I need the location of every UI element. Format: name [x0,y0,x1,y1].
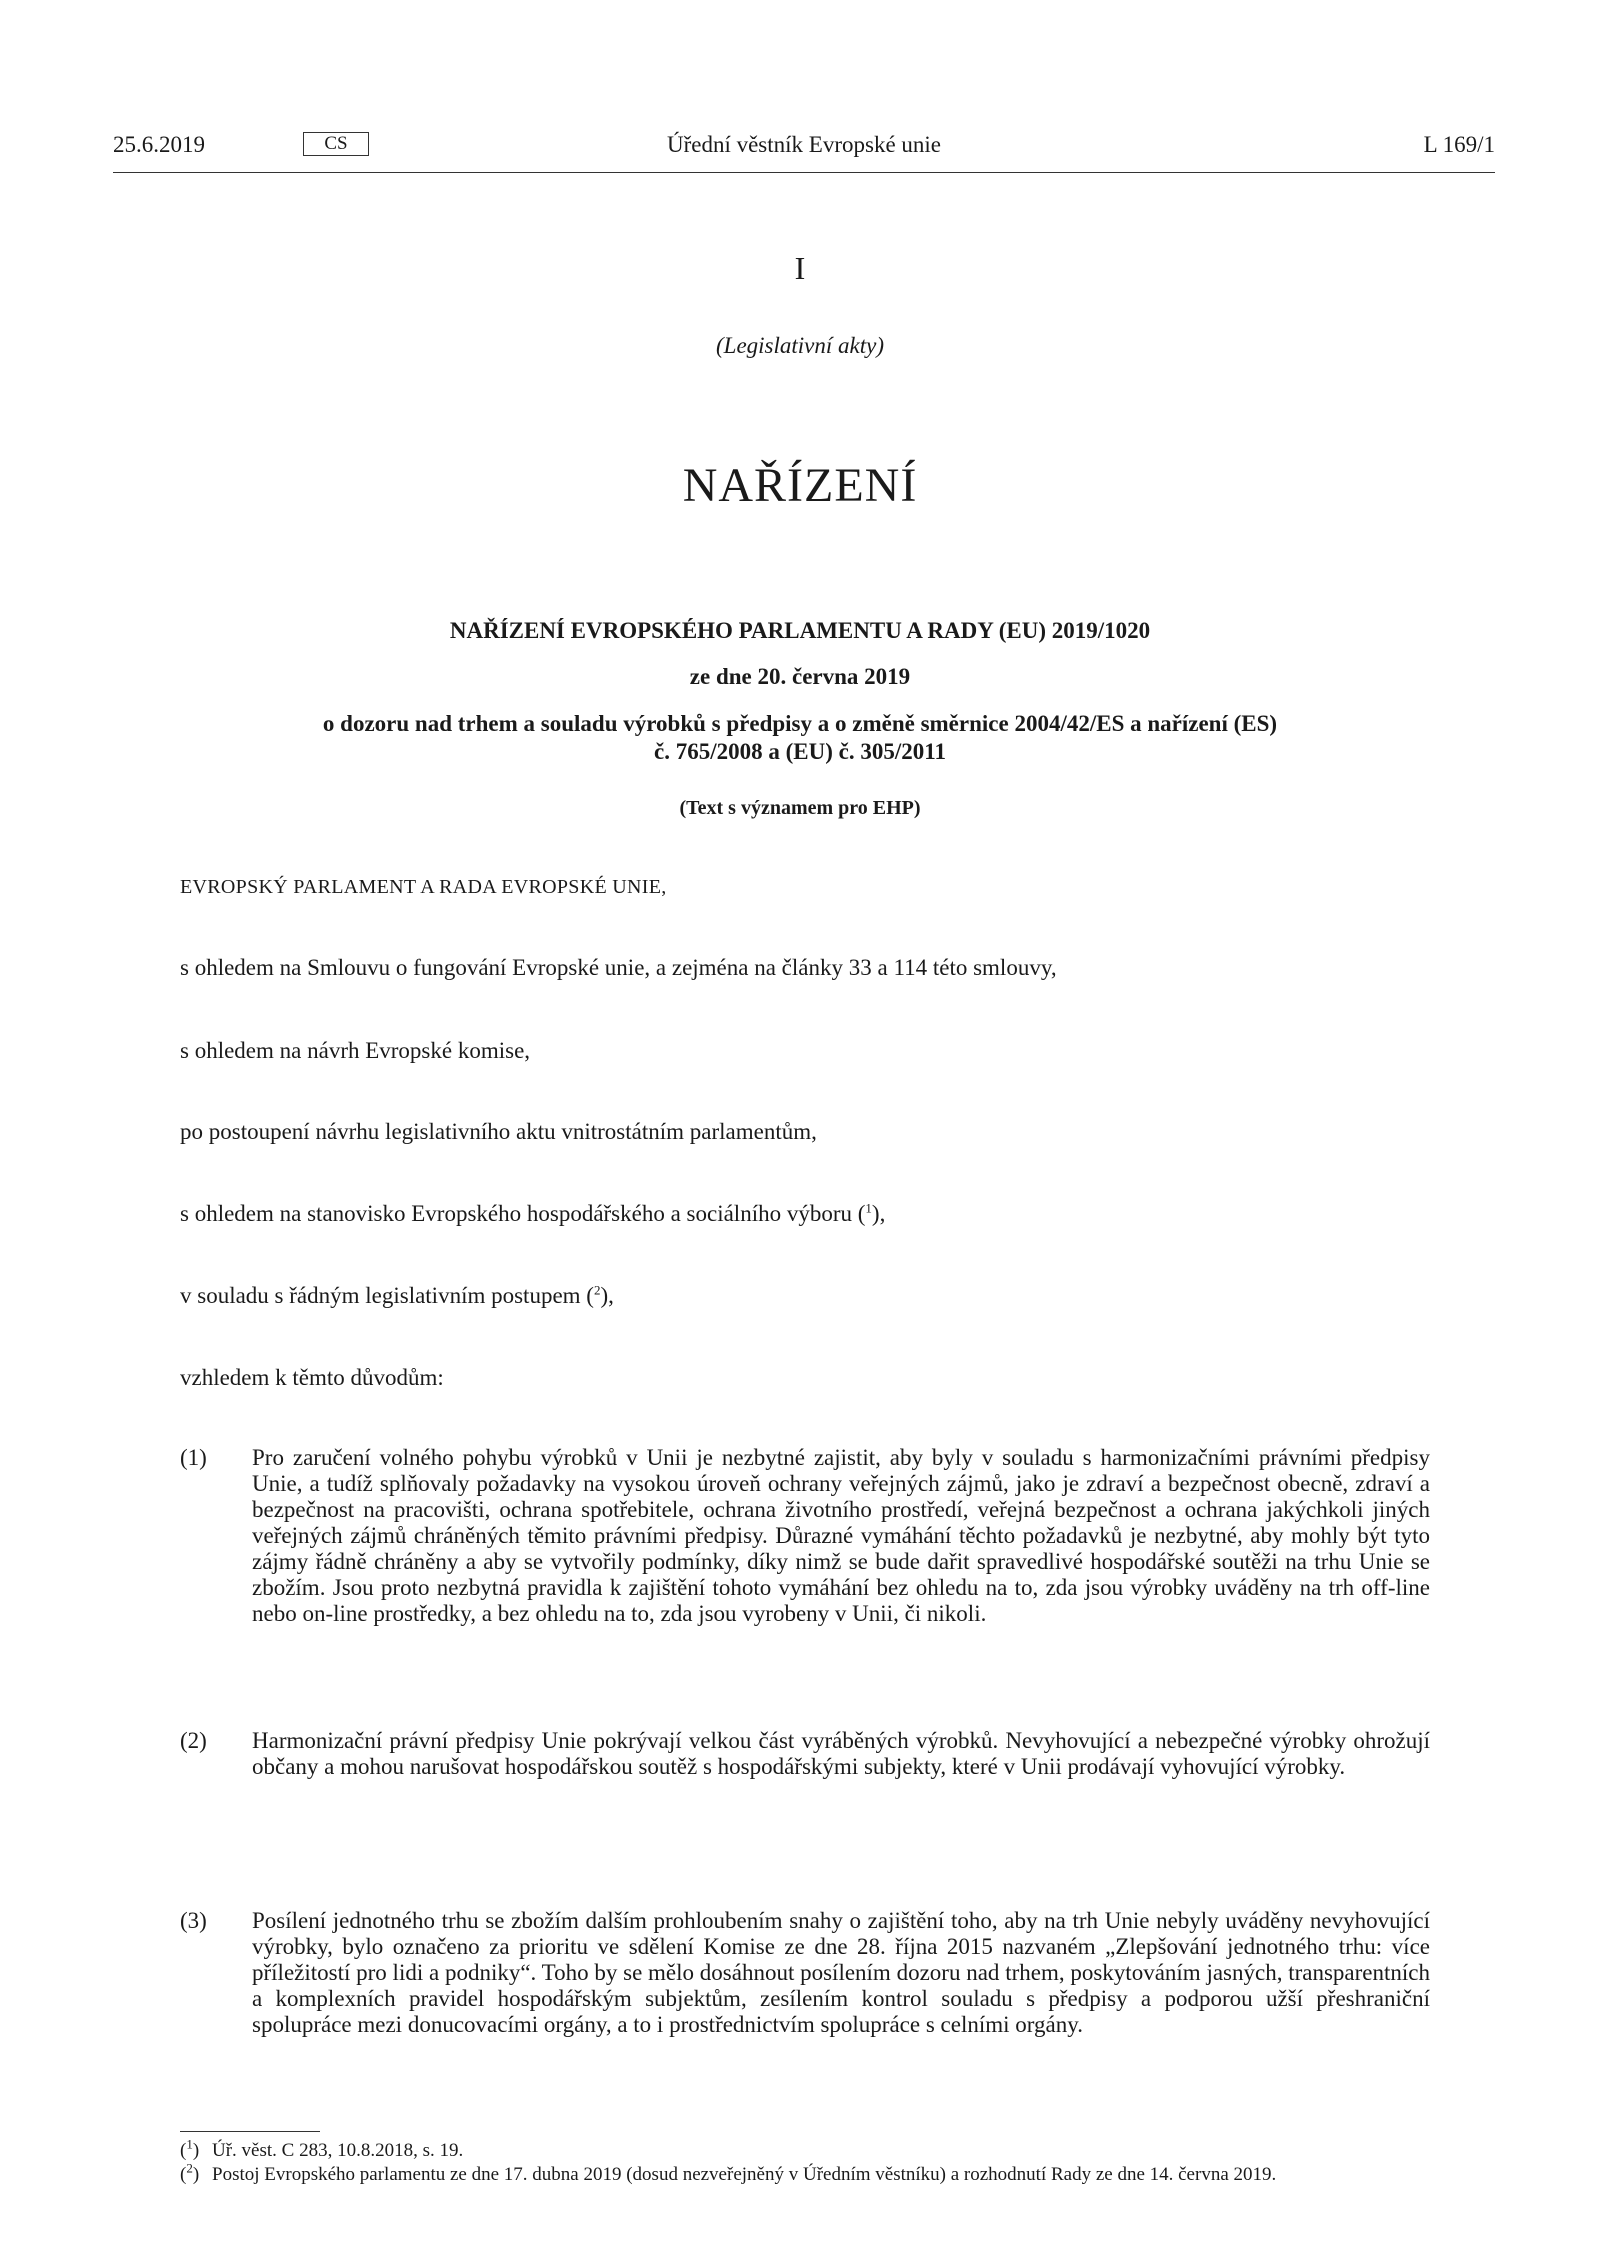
regulation-subject [0,710,1600,766]
section-category: (Legislativní akty) [716,333,884,358]
recitals-intro: vzhledem k těmto důvodům: [180,1365,444,1390]
section-numeral: I [794,250,806,286]
regulation-date: ze dne 20. června 2019 [689,664,911,689]
footnote-text: Úř. věst. C 283, 10.8.2018, s. 19. [212,2140,464,2161]
footnote-marker: ($^2$) [180,2160,200,2185]
footnote-reference[interactable]: 1 [865,1200,872,1216]
publication-date: 25.6.2019 [113,132,205,157]
journal-name: Úřední věstník Evropské unie [666,132,942,157]
citation-proposal: s ohledem na návrh Evropské komise, [180,1038,531,1063]
citation-text-end: ), [871,1201,886,1226]
regulation-title: NAŘÍZENÍ EVROPSKÉHO PARLAMENTU A RADY (EU) 2019/1020 [449,618,1151,643]
regulation-subject-line-2: č. 765/2008 a (EU) č. 305/2011 [654,739,946,764]
recital-number: (2) [180,1728,207,1753]
page-number: L 169/1 [1423,132,1495,157]
enacting-authorities: EVROPSKÝ PARLAMENT A RADA EVROPSKÉ UNIE, [180,876,667,898]
citation-eesc-opinion [180,1200,1420,1228]
recital-text: Posílení jednotného trhu se zbožím dalším prohloubením snahy o zajištění toho, aby na trh Unie nebyly uváděny nevyhovující výrobky, bylo označeno za prioritu ve sdělení Komise ze dne 28. října 2015 nazvaném „Zlepšování jednotného trhu: více příležitostí pro lidi a podniky“. Toho by se mělo dosáhnout posílením dozoru nad trhem, poskytováním jasných, transparentních a komplexních pravidel hospodářským subjektům, zesílením kontrol souladu s předpisy a podporou užší přeshraniční spolupráce mezi donucovacími orgány, a to i prostřednictvím spolupráce s celními orgány. [252,1908,1430,2037]
recital-text: Harmonizační právní předpisy Unie pokrývají velkou část vyráběných výrobků. Nevyhovující a nebezpečné výrobky ohrožují občany a mohou narušovat hospodářskou soutěž s hospodářskými subjekty, které v Unii prodávají vyhovující výrobky. [252,1728,1430,1779]
document-type-heading: NAŘÍZENÍ [682,459,918,512]
recital-number: (3) [180,1908,207,1933]
footnote-text: Postoj Evropského parlamentu ze dne 17. dubna 2019 (dosud nezveřejněný v Úředním věstníku) a rozhodnutí Rady ze dne 14. června 2019. [212,2164,1277,2185]
citation-treaty: s ohledem na Smlouvu o fungování Evropské unie, a zejména na články 33 a 114 této smlouvy, [180,955,1057,980]
footnote-marker: ($^1$) [180,2136,200,2161]
recital-number: (1) [180,1445,207,1470]
eea-relevance-note: (Text s významem pro EHP) [679,797,921,819]
citation-national-parliaments: po postoupení návrhu legislativního aktu vnitrostátním parlamentům, [180,1119,817,1144]
language-code-box: CS [303,132,369,156]
regulation-subject-line-1: o dozoru nad trhem a souladu výrobků s předpisy a o změně směrnice 2004/42/ES a nařízení (ES) [322,711,1278,736]
citation-text-end: ), [600,1283,614,1308]
citation-text: s ohledem na stanovisko Evropského hospodářského a sociálního výboru ( [180,1201,866,1226]
citation-text: v souladu s řádným legislativním postupem ( [180,1283,594,1308]
footnote-reference[interactable]: 2 [593,1282,601,1298]
citation-legislative-procedure [180,1282,1420,1310]
page-header [113,130,1495,173]
footnote-separator [180,2131,320,2132]
recital-text: Pro zaručení volného pohybu výrobků v Unii je nezbytné zajistit, aby byly v souladu s harmonizačními právními předpisy Unie, a tudíž splňovaly požadavky na vysokou úroveň ochrany veřejných zájmů, jako je zdraví a bezpečnost obecně, zdraví a bezpečnost na pracovišti, ochrana spotřebitele, ochrana životního prostředí, veřejná bezpečnost a ochrana jakýchkoli jiných veřejných zájmů chráněných těmito právními předpisy. Důrazné vymáhání těchto požadavků je nezbytné, aby mohly být tyto zájmy řádně chráněny a aby se vytvořily podmínky, díky nimž se bude dařit spravedlivé hospodářské soutěži na trhu Unie se zbožím. Jsou proto nezbytná pravidla k zajištění tohoto vymáhání bez ohledu na to, zda jsou výrobky uváděny na trh off-line nebo on-line prostředky, a bez ohledu na to, zda jsou vyrobeny v Unii, či nikoli. [252,1445,1430,1626]
